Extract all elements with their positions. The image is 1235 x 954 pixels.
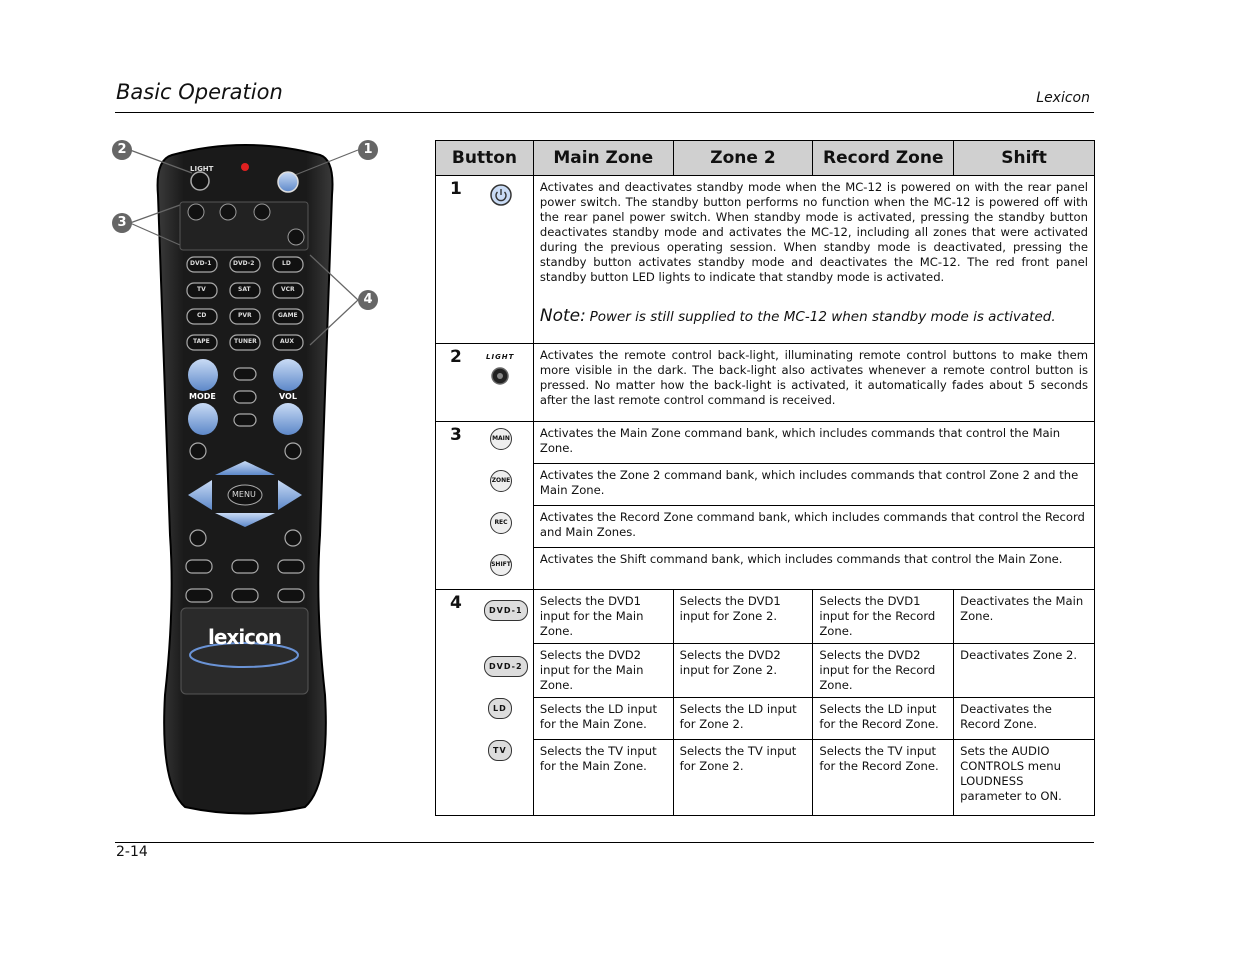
remote-mode-label: MODE <box>189 392 216 401</box>
remote-logo: lexicon <box>208 625 282 649</box>
zone2-bank-description: Activates the Zone 2 command bank, which includes commands that control Zone 2 and the Main Zone. <box>533 464 1094 506</box>
button-cell-4 <box>436 590 534 816</box>
callout-1: 1 <box>358 140 378 160</box>
tv-main: Selects the TV input for the Main Zone. <box>533 740 673 816</box>
row-number: 3 <box>450 425 462 445</box>
button-cell-3 <box>436 422 534 590</box>
remote-cd-label: CD <box>197 312 207 319</box>
power-icon <box>490 184 512 210</box>
ld-main: Selects the LD input for the Main Zone. <box>533 698 673 740</box>
main-bank-description: Activates the Main Zone command bank, which includes commands that control the Main Zone. <box>533 422 1094 464</box>
dvd1-rec: Selects the DVD1 input for the Record Zone. <box>813 590 954 644</box>
remote-aux-label: AUX <box>280 338 294 345</box>
ld-rec: Selects the LD input for the Record Zone. <box>813 698 954 740</box>
remote-tape-label: TAPE <box>193 338 210 345</box>
zone-button-icon: ZONE <box>490 470 512 492</box>
rec-button-icon: REC <box>490 512 512 534</box>
remote-svg <box>110 135 410 825</box>
note-label: Note: <box>539 306 586 326</box>
callout-4: 4 <box>358 290 378 310</box>
page-title: Basic Operation <box>116 80 283 104</box>
tv-button-icon: TV <box>488 740 512 761</box>
tv-zone2: Selects the TV input for Zone 2. <box>673 740 813 816</box>
remote-menu-label: MENU <box>232 490 256 499</box>
main-button-icon: MAIN <box>490 428 512 450</box>
table-row <box>436 176 1095 344</box>
remote-game-label: GAME <box>278 312 298 319</box>
header-record-zone: Record Zone <box>813 141 954 176</box>
table-row <box>436 590 1095 644</box>
shift-bank-description: Activates the Shift command bank, which includes commands that control the Main Zone. <box>533 548 1094 590</box>
standby-note <box>539 306 1088 326</box>
tv-shift: Sets the AUDIO CONTROLS menu LOUDNESS parameter to ON. <box>954 740 1095 816</box>
ld-zone2: Selects the LD input for Zone 2. <box>673 698 813 740</box>
dvd1-main: Selects the DVD1 input for the Main Zone. <box>533 590 673 644</box>
backlight-description: Activates the remote control back-light, illuminating remote control buttons to make them more visible in the dark. The back-light also activates whenever a remote control button is pressed. No matter how the back-light is activated, it automatically fades about 5 seconds after the last remote control command is received. <box>533 344 1094 422</box>
table-header-row <box>436 141 1095 176</box>
table-row <box>436 464 1095 506</box>
light-icon <box>486 350 514 387</box>
header-zone-2: Zone 2 <box>673 141 813 176</box>
remote-dvd2-label: DVD-2 <box>233 260 255 267</box>
remote-vcr-label: VCR <box>281 286 295 293</box>
remote-pvr-label: PVR <box>238 312 252 319</box>
row-number: 1 <box>450 179 462 199</box>
footer-rule <box>115 842 1094 843</box>
dvd2-shift: Deactivates Zone 2. <box>954 644 1095 698</box>
remote-dvd1-label: DVD-1 <box>190 260 212 267</box>
row-number: 4 <box>450 593 462 613</box>
dvd1-shift: Deactivates the Main Zone. <box>954 590 1095 644</box>
table-row <box>436 548 1095 590</box>
dvd2-main: Selects the DVD2 input for the Main Zone. <box>533 644 673 698</box>
button-function-table <box>435 140 1095 816</box>
ld-shift: Deactivates the Record Zone. <box>954 698 1095 740</box>
header-shift: Shift <box>954 141 1095 176</box>
remote-sat-label: SAT <box>238 286 251 293</box>
row1-description <box>533 176 1094 344</box>
button-cell-2 <box>436 344 534 422</box>
page-number: 2-14 <box>116 844 148 860</box>
tv-rec: Selects the TV input for the Record Zone. <box>813 740 954 816</box>
button-cell-1 <box>436 176 534 344</box>
remote-tuner-label: TUNER <box>234 338 257 345</box>
brand-label: Lexicon <box>1036 90 1090 106</box>
standby-description: Activates and deactivates standby mode when the MC-12 is powered on with the rear panel power switch. The standby button performs no function when the MC-12 is powered off with the rear panel power switch. When standby mode is activated, pressing the standby button deactivates standby mode and activates the MC-12, including all zones that were activated during the previous operating session. When standby mode is deactivated, pressing the standby button activates standby mode and deactivates the MC-12. The red front panel standby button LED lights to indicate that standby mode is activated. <box>539 180 1088 284</box>
table-row <box>436 506 1095 548</box>
shift-button-icon: SHIFT <box>490 554 512 576</box>
record-bank-description: Activates the Record Zone command bank, which includes commands that control the Record and Main Zones. <box>533 506 1094 548</box>
table-row <box>436 422 1095 464</box>
note-text: Power is still supplied to the MC-12 when standby mode is activated. <box>589 309 1056 325</box>
light-icon-label: LIGHT <box>486 353 515 361</box>
header-rule <box>115 112 1094 113</box>
dvd1-button-icon: DVD-1 <box>484 600 528 621</box>
remote-ld-label: LD <box>282 260 291 267</box>
dvd2-zone2: Selects the DVD2 input for Zone 2. <box>673 644 813 698</box>
dvd1-zone2: Selects the DVD1 input for Zone 2. <box>673 590 813 644</box>
dvd2-rec: Selects the DVD2 input for the Record Zone. <box>813 644 954 698</box>
remote-light-label: LIGHT <box>190 165 214 173</box>
table-row <box>436 344 1095 422</box>
header-button: Button <box>436 141 534 176</box>
ld-button-icon: LD <box>488 698 512 719</box>
table-row <box>436 644 1095 698</box>
row-number: 2 <box>450 347 462 367</box>
table-row <box>436 740 1095 816</box>
dvd2-button-icon: DVD-2 <box>484 656 528 677</box>
callout-2: 2 <box>112 140 132 160</box>
callout-3: 3 <box>112 213 132 233</box>
remote-vol-label: VOL <box>279 392 297 401</box>
header-main-zone: Main Zone <box>533 141 673 176</box>
remote-illustration <box>110 135 410 825</box>
remote-tv-label: TV <box>197 286 206 293</box>
table-row <box>436 698 1095 740</box>
